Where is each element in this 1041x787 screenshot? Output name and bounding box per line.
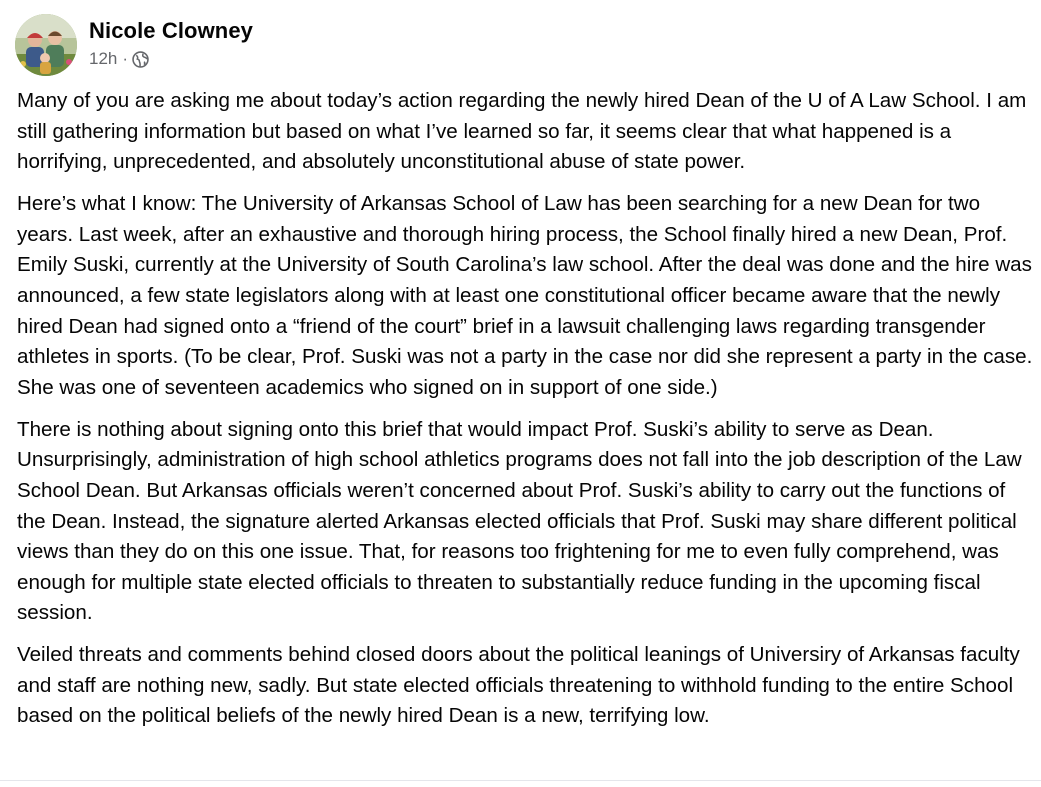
separator-dot: · bbox=[122, 49, 129, 68]
post-body bbox=[17, 86, 1035, 743]
post-paragraph-4: Veiled threats and comments behind closed doors about the political leanings of Universiry of Arkansas faculty and staff are nothing new, sadly. But state elected officials threatening to withhold funding to the entire School based on the political beliefs of the newly hired Dean is a new, terrifying low. bbox=[17, 643, 1020, 728]
author-name[interactable]: Nicole Clowney bbox=[89, 18, 253, 43]
post-header bbox=[15, 14, 253, 76]
post-paragraph-3: There is nothing about signing onto this brief that would impact Prof. Suski’s ability to serve as Dean. Unsurprisingly, administration of high school athletics programs does not fall into the job description of the Law School Dean. But Arkansas officials weren’t concerned about Prof. Suski’s ability to carry out the functions of the Dean. Instead, the signature alerted Arkansas elected officials that Prof. Suski may share different political views than they do on this one issue. That, for reasons too frightening for me to even fully comprehend, was enough for multiple state elected officials to threaten to substantially reduce funding in the upcoming fiscal session. bbox=[17, 417, 1022, 625]
post-subline bbox=[89, 48, 253, 70]
post-timestamp[interactable]: 12h bbox=[89, 49, 118, 68]
post-paragraph-1: Many of you are asking me about today’s action regarding the newly hired Dean of the U of A Law School. I am still gathering information but based on what I’ve learned so far, it seems clear that what happened is a horrifying, unprecedented, and absolutely unconstitutional abuse of state power. bbox=[17, 89, 1027, 174]
post-divider bbox=[0, 780, 1041, 781]
post-meta bbox=[89, 14, 253, 70]
avatar-photo bbox=[15, 14, 77, 76]
avatar[interactable] bbox=[15, 14, 77, 76]
globe-icon[interactable] bbox=[132, 51, 149, 68]
post-paragraph-2: Here’s what I know: The University of Arkansas School of Law has been searching for a new Dean for two years. Last week, after an exhaustive and thorough hiring process, the School finally hired a new Dean, Prof. Emily Suski, currently at the University of South Carolina’s law school. After the deal was done and the hire was announced, a few state legislators along with at least one constitutional officer became aware that the newly hired Dean had signed onto a “friend of the court” brief in a lawsuit challenging laws regarding transgender athletes in sports. (To be clear, Prof. Suski was not a party in the case nor did she represent a party in the case. She was one of seventeen academics who signed on in support of one side.) bbox=[17, 192, 1033, 399]
